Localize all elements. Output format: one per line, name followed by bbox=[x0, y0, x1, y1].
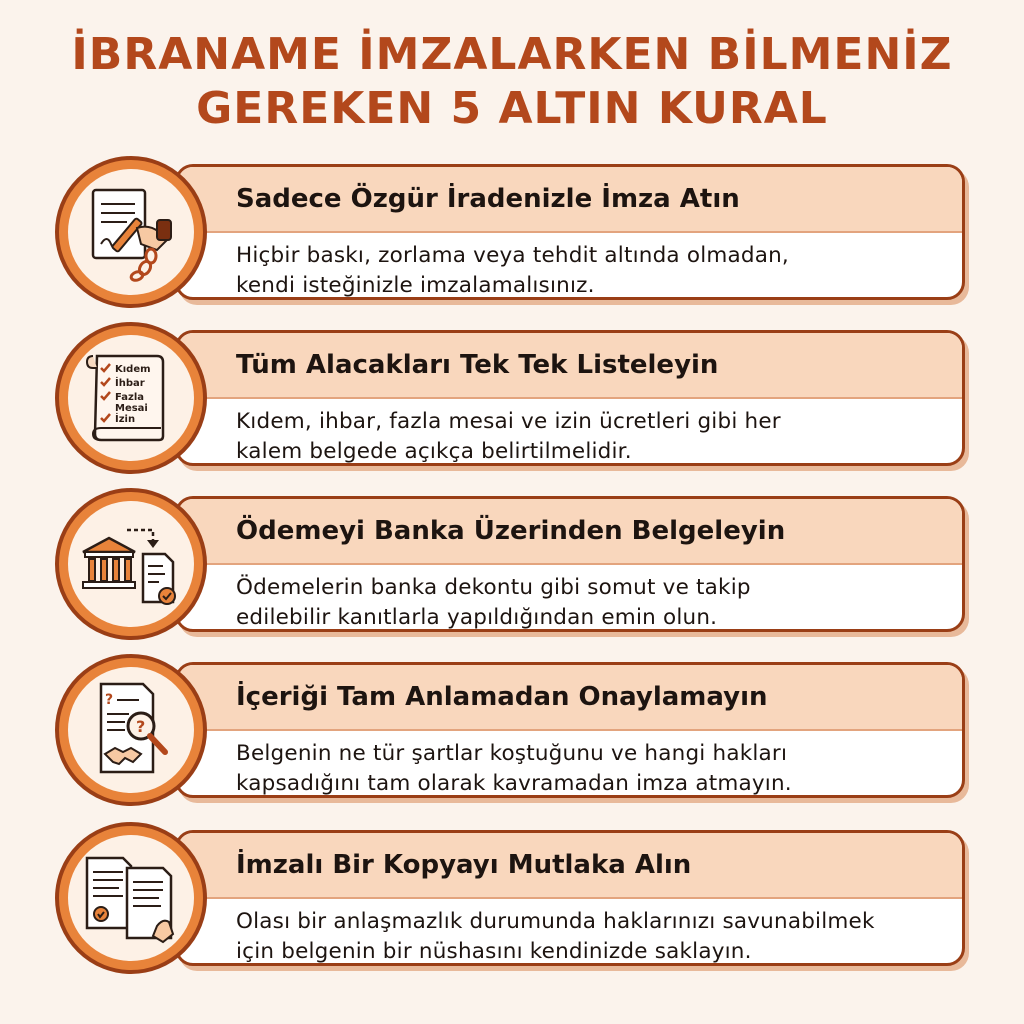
rule-description-line: Olası bir anlaşmazlık durumunda haklarınızı savunabilmek bbox=[236, 909, 875, 934]
rule-card-4 bbox=[175, 662, 965, 798]
rule-description bbox=[178, 565, 962, 632]
svg-text:?: ? bbox=[136, 717, 146, 736]
signing-document-broken-chain-icon bbox=[75, 176, 187, 288]
rule-card-1 bbox=[175, 164, 965, 300]
bank-to-receipt-icon bbox=[75, 508, 187, 620]
rule-description-line: Ödemelerin banka dekontu gibi somut ve takip bbox=[236, 575, 751, 600]
rule-badge-5 bbox=[55, 822, 207, 974]
rule-card-5 bbox=[175, 830, 965, 966]
rule-description bbox=[178, 399, 962, 466]
rule-description bbox=[178, 731, 962, 798]
rule-description-line: Kıdem, ihbar, fazla mesai ve izin ücretleri gibi her bbox=[236, 409, 781, 434]
svg-text:?: ? bbox=[105, 692, 114, 708]
svg-text:Fazla: Fazla bbox=[115, 392, 144, 403]
rule-card-3 bbox=[175, 496, 965, 632]
rule-description-line: Hiçbir baskı, zorlama veya tehdit altında olmadan, bbox=[236, 243, 789, 268]
signed-copy-documents-icon bbox=[75, 842, 187, 954]
rule-card-header bbox=[178, 167, 962, 233]
rule-card-2 bbox=[175, 330, 965, 466]
rule-title: İmzalı Bir Kopyayı Mutlaka Alın bbox=[236, 850, 692, 880]
rule-badge-1 bbox=[55, 156, 207, 308]
svg-text:İzin: İzin bbox=[115, 414, 136, 425]
rule-badge-3 bbox=[55, 488, 207, 640]
checklist-scroll-icon bbox=[75, 342, 187, 454]
rule-badge-2 bbox=[55, 322, 207, 474]
title-line-1: İBRANAME İMZALARKEN BİLMENİZ bbox=[71, 29, 953, 80]
rule-description bbox=[178, 899, 962, 966]
rule-title: Sadece Özgür İradenizle İmza Atın bbox=[236, 184, 740, 214]
rule-description-line: edilebilir kanıtlarla yapıldığından emin olun. bbox=[236, 605, 718, 630]
svg-text:Kıdem: Kıdem bbox=[115, 364, 151, 375]
svg-text:Mesai: Mesai bbox=[115, 403, 148, 414]
rule-description-line: Belgenin ne tür şartlar koştuğunu ve hangi hakları bbox=[236, 741, 788, 766]
rule-description-line: için belgenin bir nüshasını kendinizde saklayın. bbox=[236, 939, 752, 964]
svg-text:İhbar: İhbar bbox=[115, 378, 145, 389]
rule-card-header bbox=[178, 333, 962, 399]
rule-card-header bbox=[178, 665, 962, 731]
rule-title: Ödemeyi Banka Üzerinden Belgeleyin bbox=[236, 516, 786, 546]
rule-card-header bbox=[178, 833, 962, 899]
rule-title: Tüm Alacakları Tek Tek Listeleyin bbox=[236, 350, 719, 380]
rule-description-line: kendi isteğinizle imzalamalısınız. bbox=[236, 273, 595, 298]
document-magnifier-handshake-icon bbox=[75, 674, 187, 786]
rule-description-line: kalem belgede açıkça belirtilmelidir. bbox=[236, 439, 632, 464]
page-title bbox=[0, 28, 1024, 136]
rule-description-line: kapsadığını tam olarak kavramadan imza atmayın. bbox=[236, 771, 792, 796]
title-line-2: GEREKEN 5 ALTIN KURAL bbox=[196, 83, 828, 134]
rule-badge-4 bbox=[55, 654, 207, 806]
rule-card-header bbox=[178, 499, 962, 565]
rule-title: İçeriği Tam Anlamadan Onaylamayın bbox=[236, 682, 768, 712]
rule-description bbox=[178, 233, 962, 300]
